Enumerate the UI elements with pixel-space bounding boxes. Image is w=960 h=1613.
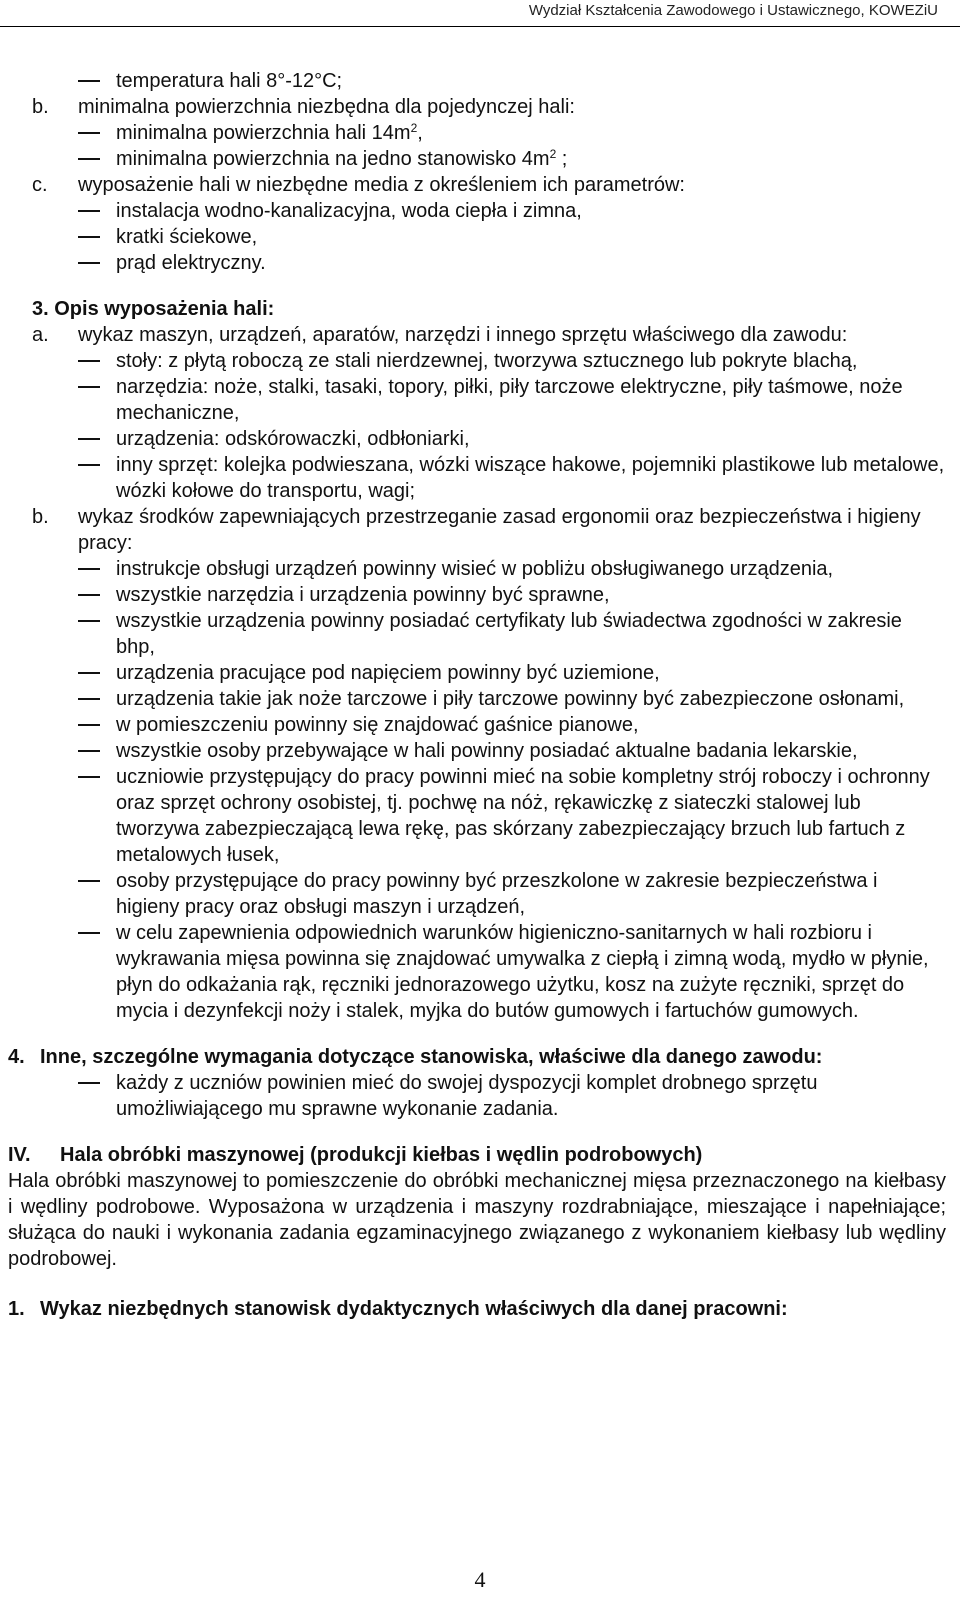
list-item: wszystkie narzędzia i urządzenia powinny być sprawne,	[8, 582, 946, 608]
letter-item-c: c. wyposażenie hali w niezbędne media z określeniem ich parametrów:	[32, 174, 685, 196]
list-item: urządzenia: odskórowaczki, odbłoniarki,	[8, 426, 946, 452]
list-item: temperatura hali 8°-12°C;	[8, 68, 946, 94]
header-title: Wydział Kształcenia Zawodowego i Ustawicznego, KOWEZiU	[528, 2, 938, 19]
letter-item-a: a. wykaz maszyn, urządzeń, aparatów, narzędzi i innego sprzętu właściwego dla zawodu:	[32, 324, 848, 346]
page-number: 4	[474, 1567, 486, 1592]
letter-item-b2: b. wykaz środków zapewniających przestrzeganie zasad ergonomii oraz bezpieczeństwa i higieny pracy:	[32, 506, 921, 554]
list-item: wszystkie urządzenia powinny posiadać certyfikaty lub świadectwa zgodności w zakresie bhp,	[8, 608, 946, 660]
list-item: minimalna powierzchnia na jedno stanowisko $4m^2$ ;	[8, 146, 946, 172]
letter-item-b: b. minimalna powierzchnia niezbędna dla pojedynczej hali:	[32, 96, 575, 118]
section-heading-IV: IV. Hala obróbki maszynowej (produkcji kiełbas i wędlin podrobowych)	[8, 1144, 703, 1166]
list-item: osoby przystępujące do pracy powinny być przeszkolone w zakresie bezpieczeństwa i higieny pracy oraz obsługi maszyn i urządzeń,	[8, 868, 946, 920]
list-item: wszystkie osoby przebywające w hali powinny posiadać aktualne badania lekarskie,	[8, 738, 946, 764]
list-item: w pomieszczeniu powinny się znajdować gaśnice pianowe,	[8, 712, 946, 738]
list-item: narzędzia: noże, stalki, tasaki, topory, piłki, piły tarczowe elektryczne, piły taśmowe, noże mechaniczne,	[8, 374, 946, 426]
section-heading-1: 1. Wykaz niezbędnych stanowisk dydaktycznych właściwych dla danej pracowni:	[8, 1298, 788, 1320]
page-header	[0, 0, 960, 27]
list-item: urządzenia pracujące pod napięciem powinny być uziemione,	[8, 660, 946, 686]
list-item: urządzenia takie jak noże tarczowe i piły tarczowe powinny być zabezpieczone osłonami,	[8, 686, 946, 712]
list-item: instalacja wodno-kanalizacyjna, woda ciepła i zimna,	[8, 198, 946, 224]
section-heading-4: 4. Inne, szczególne wymagania dotyczące stanowiska, właściwe dla danego zawodu:	[8, 1046, 823, 1068]
list-item: kratki ściekowe,	[8, 224, 946, 250]
section-IV-paragraph: Hala obróbki maszynowej to pomieszczenie do obróbki mechanicznej mięsa przeznaczonego na kiełbasy i wędliny podrobowe. Wyposażona w urządzenia i maszyny rozdrabniające, mieszające i napełniające; służąca do nauki i wykonania zadania egzaminacyjnego związanego z wykonaniem kiełbasy lub wędliny podrobowej.	[8, 1170, 946, 1270]
list-item: stoły: z płytą roboczą ze stali nierdzewnej, tworzywa sztucznego lub pokryte blachą,	[8, 348, 946, 374]
list-item: inny sprzęt: kolejka podwieszana, wózki wiszące hakowe, pojemniki plastikowe lub metalowe, wózki kołowe do transportu, wagi;	[8, 452, 946, 504]
list-item: w celu zapewnienia odpowiednich warunków higieniczno-sanitarnych w hali rozbioru i wykrawania mięsa powinna się znajdować umywalka z ciepłą i zimną wodą, mydło w płynie, płyn do odkażania rąk, ręczniki jednorazowego użytku, kosz na zużyte ręczniki, sprzęt do mycia i dezynfekcji noży i stalek, myjka do butów gumowych i fartuchów gumowych.	[8, 920, 946, 1024]
section-heading-3: 3. Opis wyposażenia hali:	[32, 298, 275, 320]
list-item: instrukcje obsługi urządzeń powinny wisieć w pobliżu obsługiwanego urządzenia,	[8, 556, 946, 582]
list-item: uczniowie przystępujący do pracy powinni mieć na sobie kompletny strój roboczy i ochronny oraz sprzęt ochrony osobistej, tj. pochwę na nóż, rękawiczkę z siateczki stalowej lub tworzywa zabezpieczającą lewa rękę, pas skórzany zabezpieczający brzuch lub fartuch z metalowych łusek,	[8, 764, 946, 868]
list-item: minimalna powierzchnia hali $14m^2$,	[8, 120, 946, 146]
list-item: prąd elektryczny.	[8, 250, 946, 276]
document-body	[8, 68, 946, 1322]
list-item: każdy z uczniów powinien mieć do swojej dyspozycji komplet drobnego sprzętu umożliwiającego mu sprawne wykonanie zadania.	[8, 1070, 946, 1122]
